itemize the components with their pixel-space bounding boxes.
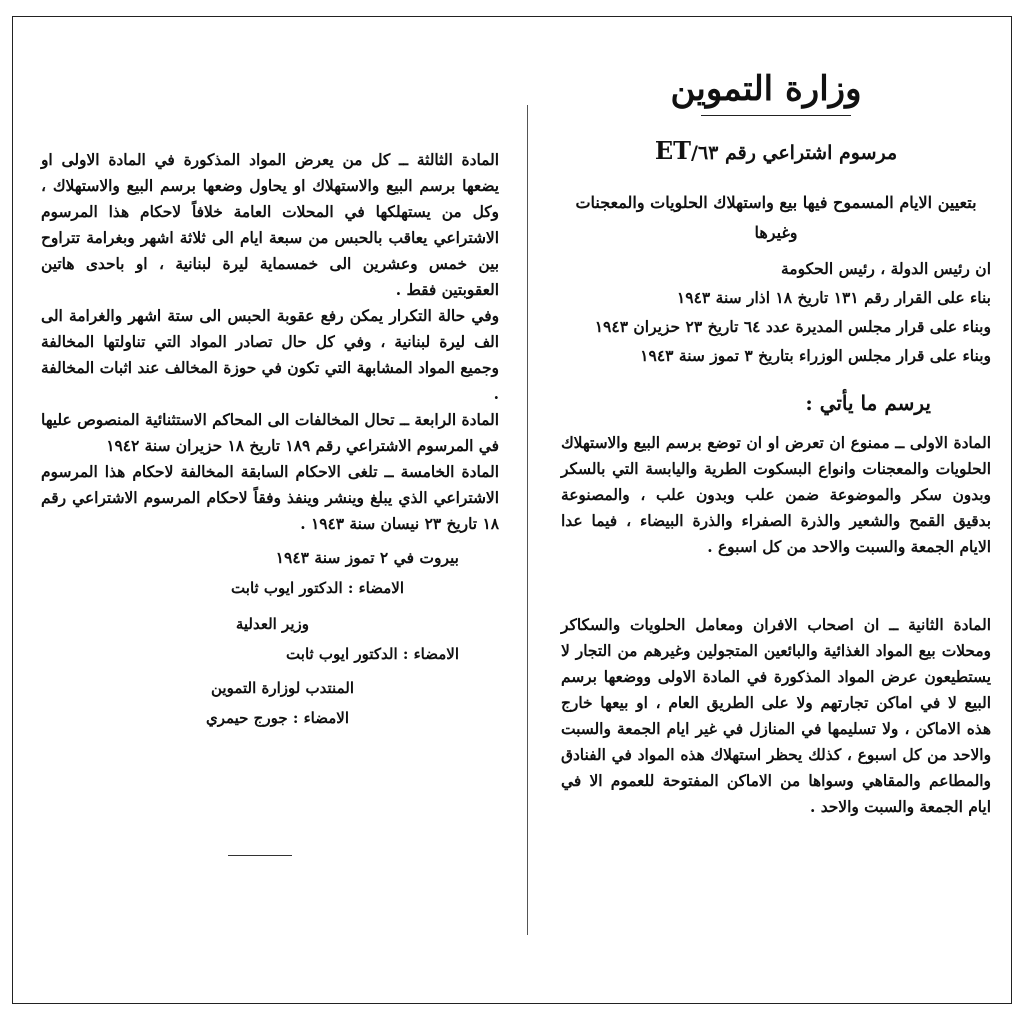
article-1: المادة الاولى ــ ممنوع ان تعرض او ان توضع برسم البيع والاستهلاك الحلويات والمعجنات وانواع البسكوت الطرية واليابسة التي بالسكر وبدون سكر والموضوعة ضمن علب وبدون علب ، والمصنوعة بدقيق القمح والشعير والذرة الصفراء والذرة البيضاء ، فيما عدا الايام الجمعة والسبت والاحد من كل اسبوع . xyxy=(561,434,991,556)
place-and-date: بيروت في ٢ تموز سنة ١٩٤٣ xyxy=(275,548,459,567)
article-3: المادة الثالثة ــ كل من يعرض المواد المذكورة في المادة الاولى او يضعها برسم البيع والاستهلاك او يحاول وضعها برسم البيع والاستهلاك ، وكل من يستهلكها في المحلات العامة خلافاً لاحكام هذا المرسوم الاشتراعي يعاقب بالحبس من سبعة ايام الى ثلاثة اشهر وبغرامة تتراوح بين خمس وعشرين الى خمسماية ليرة لبنانية ، او باحدى هاتين العقوبتين فقط . xyxy=(41,151,499,299)
document-page xyxy=(12,16,1012,1004)
decree-title-text: مرسوم اشتراعي رقم ٦٣/ xyxy=(691,142,898,164)
supply-delegate-title: المنتدب لوزارة التموين xyxy=(210,679,354,697)
article-2: المادة الثانية ــ ان اصحاب الافران ومعامل الحلويات والسكاكر ومحلات بيع المواد الغذائية والبائعين المتجولين وغيرهم من التجار لا يستطيعون عرض المواد المذكورة في المادة الاولى ووضعها برسم البيع لا في اماكن تجارتهم ولا على الطريق العام ، او بيعها خارج هذه الاماكن ، ولا تسليمها في المنازل في غير ايام الجمعة والسبت والاحد من كل اسبوع ، كذلك يحظر استهلاك هذه المواد في الفنادق والمطاعم والمقاهي وسواها من الاماكن المفتوحة للعموم الا في ايام الجمعة والسبت والاحد . xyxy=(561,616,991,816)
article-5: المادة الخامسة ــ تلغى الاحكام السابقة المخالفة لاحكام هذا المرسوم الاشتراعي الذي يبلغ وينشر وينفذ وفقاً لاحكام المرسوم الاشتراعي رقم ١٨ تاريخ ٢٣ نيسان سنة ١٩٤٣ . xyxy=(41,463,499,533)
title-underline xyxy=(701,115,851,116)
signature-delegate: الامضاء : جورج حيمري xyxy=(205,709,349,727)
decree-title xyxy=(561,136,991,168)
preamble-line: وبناء على قرار مجلس المديرة عدد ٦٤ تاريخ ٢٣ حزيران ١٩٤٣ xyxy=(594,317,991,336)
decrees-heading: يرسم ما يأتي : xyxy=(805,391,931,415)
signature-president: الامضاء : الدكتور ايوب ثابت xyxy=(231,579,404,597)
decree-code: ET xyxy=(654,136,691,165)
ministry-title: وزارة التموين xyxy=(670,69,862,109)
preamble-line: بناء على القرار رقم ١٣١ تاريخ ١٨ اذار سنة ١٩٤٣ xyxy=(676,288,991,307)
justice-minister-title: وزير العدلية xyxy=(235,615,309,633)
preamble-line: ان رئيس الدولة ، رئيس الحكومة xyxy=(780,259,991,278)
right-column xyxy=(561,67,991,820)
repeat-offense-clause: وفي حالة التكرار يمكن رفع عقوبة الحبس الى ستة اشهر والغرامة الى الف ليرة لبنانية ، وفي كل حال تصادر المواد التي تناولتها المخالفة وجميع المواد المشابهة التي تكون في حوزة المخالف عند اثبات المخالفة . xyxy=(41,307,499,403)
preamble-line: وبناء على قرار مجلس الوزراء بتاريخ ٣ تموز سنة ١٩٤٣ xyxy=(640,346,991,365)
end-rule xyxy=(228,855,292,856)
column-divider xyxy=(527,105,528,935)
signature-justice: الامضاء : الدكتور ايوب ثابت xyxy=(286,645,459,663)
left-column xyxy=(41,147,499,733)
article-4: المادة الرابعة ــ تحال المخالفات الى المحاكم الاستثنائية المنصوص عليها في المرسوم الاشتراعي رقم ١٨٩ تاريخ ١٨ حزيران سنة ١٩٤٢ xyxy=(41,411,499,455)
decree-subject: بتعيين الايام المسموح فيها بيع واستهلاك الحلويات والمعجنات وغيرها xyxy=(575,193,977,242)
